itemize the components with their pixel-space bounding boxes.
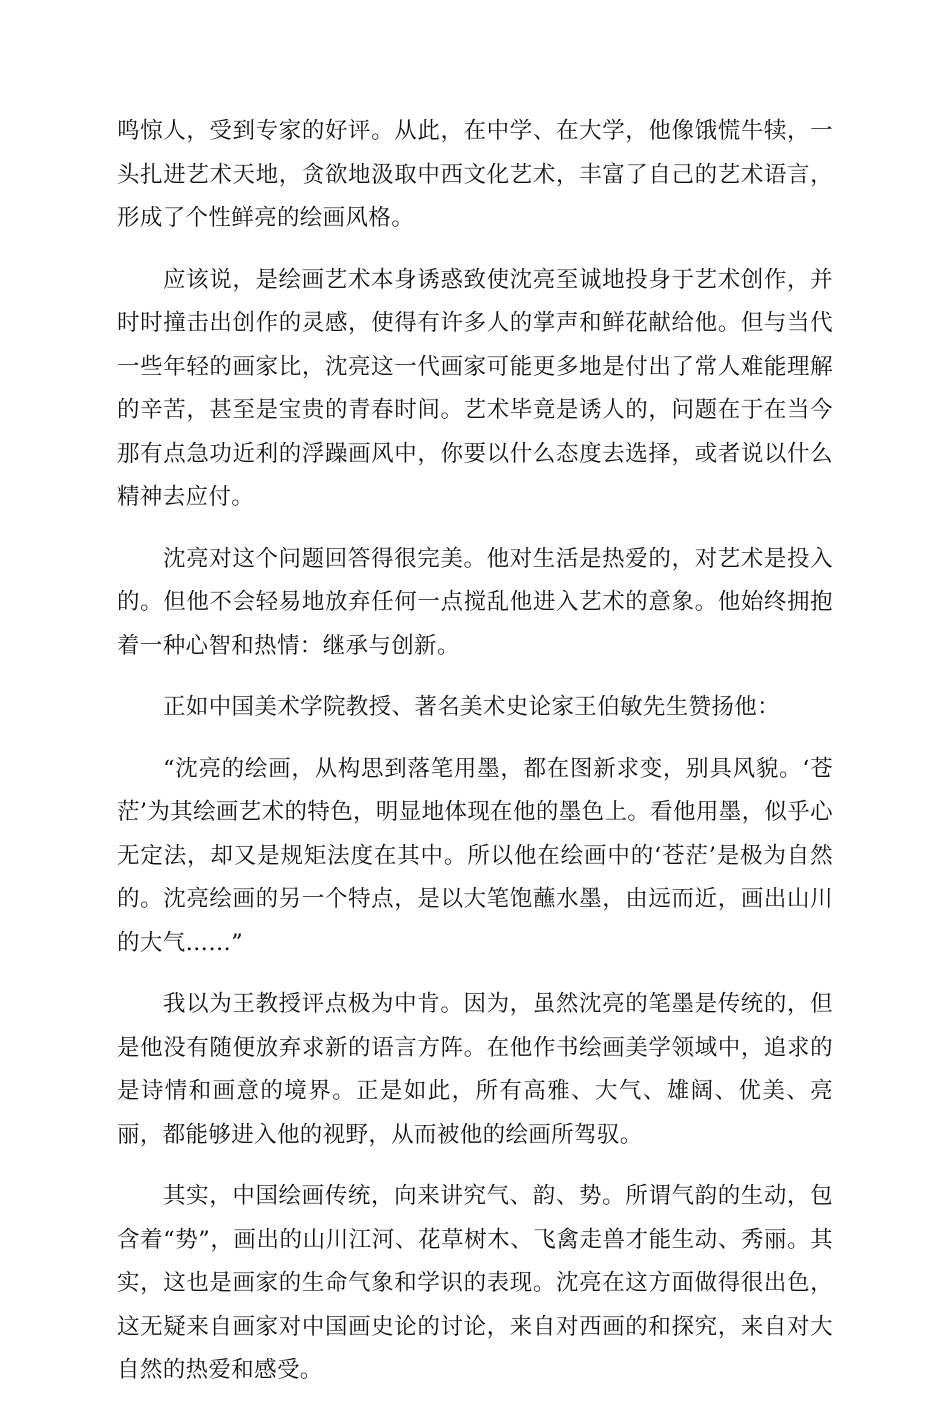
paragraph-3: 沈亮对这个问题回答得很完美。他对生活是热爱的，对艺术是投入的。但他不会轻易地放弃任何一点搅乱他进入艺术的意象。他始终拥抱着一种心智和热情：继承与创新。 (117, 545, 833, 659)
paragraph-2: 应该说，是绘画艺术本身诱惑致使沈亮至诚地投身于艺术创作，并时时撞击出创作的灵感，使得有许多人的掌声和鲜花献给他。但与当代一些年轻的画家比，沈亮这一代画家可能更多地是付出了常人难能理解的辛苦，甚至是宝贵的青春时间。艺术毕竟是诱人的，问题在于在当今那有点急功近利的浮躁画风中，你要以什么态度去选择，或者说以什么精神去应付。 (117, 266, 833, 510)
paragraph-7: 其实，中国绘画传统，向来讲究气、韵、势。所谓气韵的生动，包含着“势”，画出的山川江河、花草树木、飞禽走兽才能生动、秀丽。其实，这也是画家的生命气象和学识的表现。沈亮在这方面做得很出色，这无疑来自画家对中国画史论的讨论，来自对西画的和探究，来自对大自然的热爱和感受。 (117, 1183, 833, 1383)
paragraph-6: 我以为王教授评点极为中肯。因为，虽然沈亮的笔墨是传统的，但是他没有随便放弃求新的语言方阵。在他作书绘画美学领域中，追求的是诗情和画意的境界。正是如此，所有高雅、大气、雄阔、优美、亮丽，都能够进入他的视野，从而被他的绘画所驾驭。 (117, 991, 833, 1148)
quote-paragraph: “沈亮的绘画，从构思到落笔用墨，都在图新求变，别具风貌。‘苍茫’为其绘画艺术的特色，明显地体现在他的墨色上。看他用墨，似乎心无定法，却又是规矩法度在其中。所以他在绘画中的‘苍茫’是极为自然的。沈亮绘画的另一个特点，是以大笔饱蘸水墨，由远而近，画出山川的大气……” (117, 755, 833, 956)
paragraph-4: 正如中国美术学院教授、著名美术史论家王伯敏先生赞扬他： (163, 694, 780, 720)
document-page (117, 110, 833, 1411)
paragraph-1: 鸣惊人，受到专家的好评。从此，在中学、在大学，他像饿慌牛犊，一头扎进艺术天地，贪欲地汲取中西文化艺术，丰富了自己的艺术语言，形成了个性鲜亮的绘画风格。 (117, 118, 833, 231)
